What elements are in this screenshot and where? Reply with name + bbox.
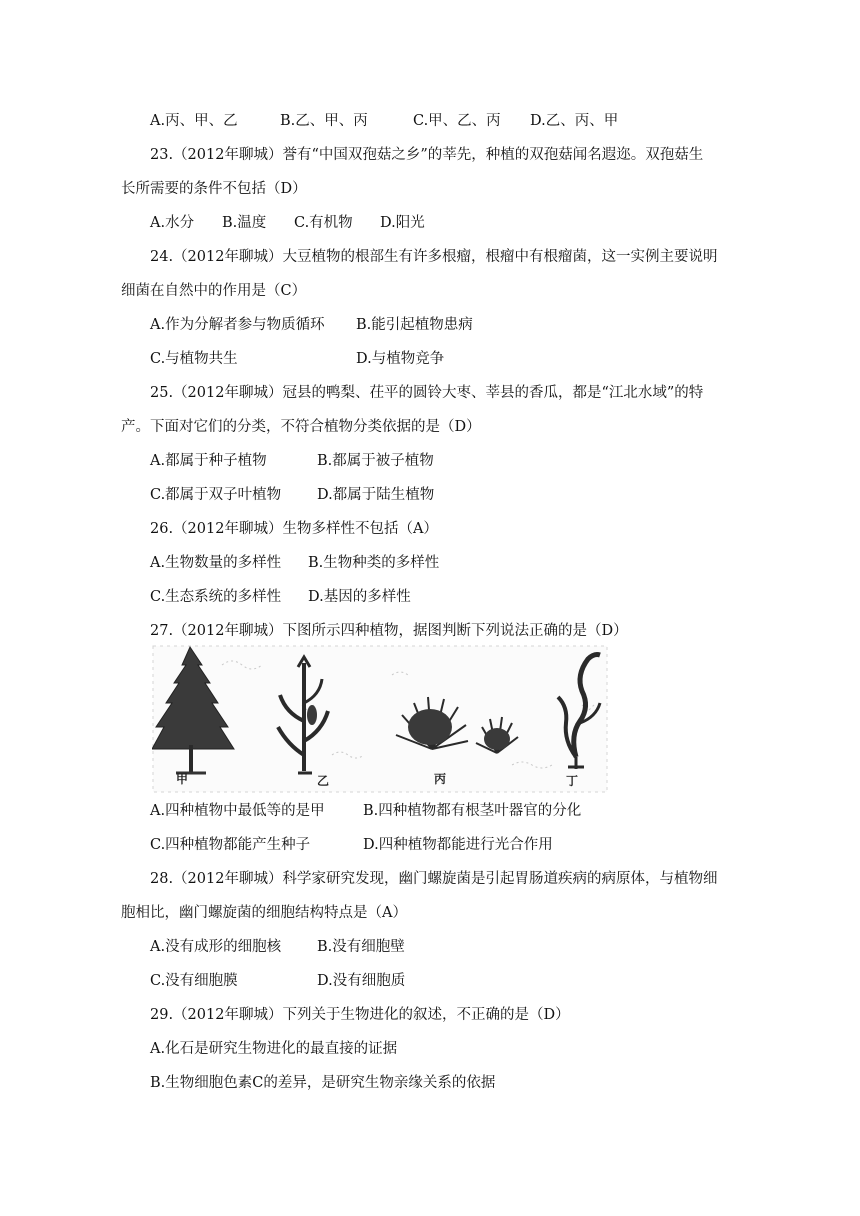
q26-option-d: D.基因的多样性: [308, 589, 411, 605]
q27-options-row-1: [150, 801, 581, 821]
q25-option-b: B.都属于被子植物: [317, 453, 434, 469]
q29-option-a: A.化石是研究生物进化的最直接的证据: [150, 1041, 398, 1057]
q27-stem-line1: 27.（2012年聊城）下图所示四种植物，据图判断下列说法正确的是（D）: [150, 623, 628, 639]
q27-option-b: B.四种植物都有根茎叶器官的分化: [363, 803, 582, 819]
four-plants-figure: [152, 645, 608, 793]
q25-options-row-2: [150, 485, 434, 505]
q23-option-a: A.水分: [150, 215, 195, 231]
q24-stem-line1: 24.（2012年聊城）大豆植物的根部生有许多根瘤，根瘤中有根瘤菌，这一实例主要说明: [150, 249, 718, 265]
q29-option-b: B.生物细胞色素C的差异，是研究生物亲缘关系的依据: [150, 1075, 496, 1091]
q24-option-a: A.作为分解者参与物质循环: [150, 317, 325, 333]
q23-options-row: [150, 213, 425, 233]
q28-option-b: B.没有细胞壁: [317, 939, 405, 955]
q22-option-c: C.甲、乙、丙: [413, 113, 501, 129]
q24-options-row-1: [150, 315, 473, 335]
q24-option-c: C.与植物共生: [150, 351, 238, 367]
figure-label-ding: 丁: [566, 774, 579, 788]
q24-option-d: D.与植物竞争: [356, 351, 445, 367]
q26-option-c: C.生态系统的多样性: [150, 589, 282, 605]
q26-option-a: A.生物数量的多样性: [150, 555, 282, 571]
q24-option-b: B.能引起植物患病: [356, 317, 473, 333]
q24-stem-line2: 细菌在自然中的作用是（C）: [121, 283, 307, 299]
q28-option-d: D.没有细胞质: [317, 973, 406, 989]
figure-label-bing: 丙: [434, 772, 447, 786]
q22-options-row: [150, 111, 618, 131]
q25-stem-line2: 产。下面对它们的分类，不符合植物分类依据的是（D）: [121, 419, 481, 435]
q25-options-row-1: [150, 451, 434, 471]
q26-options-row-2: [150, 587, 411, 607]
q23-option-d: D.阳光: [380, 215, 425, 231]
q28-stem-line1: 28.（2012年聊城）科学家研究发现，幽门螺旋菌是引起胃肠道疾病的病原体，与植物细: [150, 871, 718, 887]
q23-option-b: B.温度: [222, 215, 267, 231]
q26-stem-line1: 26.（2012年聊城）生物多样性不包括（A）: [150, 521, 438, 537]
q28-stem-line2: 胞相比，幽门螺旋菌的细胞结构特点是（A）: [121, 905, 407, 921]
q29-stem-line1: 29.（2012年聊城）下列关于生物进化的叙述，不正确的是（D）: [150, 1007, 570, 1023]
q28-option-a: A.没有成形的细胞核: [150, 939, 282, 955]
q22-option-a: A.丙、甲、乙: [150, 113, 238, 129]
q23-stem-line1: 23.（2012年聊城）誉有“中国双孢菇之乡”的莘先，种植的双孢菇闻名遐迩。双孢菇生: [150, 147, 704, 163]
q25-option-c: C.都属于双子叶植物: [150, 487, 282, 503]
q28-options-row-2: [150, 971, 405, 991]
q22-option-d: D.乙、丙、甲: [530, 113, 619, 129]
q25-option-a: A.都属于种子植物: [150, 453, 267, 469]
q27-option-a: A.四种植物中最低等的是甲: [150, 803, 325, 819]
q27-option-c: C.四种植物都能产生种子: [150, 837, 311, 853]
q27-option-d: D.四种植物都能进行光合作用: [363, 837, 553, 853]
figure-label-jia: 甲: [176, 772, 189, 786]
figure-label-yi: 乙: [317, 774, 330, 788]
q22-option-b: B.乙、甲、丙: [280, 113, 368, 129]
q23-stem-line2: 长所需要的条件不包括（D）: [121, 181, 307, 197]
plants-illustration: [152, 645, 608, 793]
q26-option-b: B.生物种类的多样性: [308, 555, 440, 571]
q25-stem-line1: 25.（2012年聊城）冠县的鸭梨、茌平的圆铃大枣、莘县的香瓜，都是“江北水域”的特: [150, 385, 704, 401]
q24-options-row-2: [150, 349, 444, 369]
q28-options-row-1: [150, 937, 405, 957]
q25-option-d: D.都属于陆生植物: [317, 487, 435, 503]
q28-option-c: C.没有细胞膜: [150, 973, 238, 989]
q23-option-c: C.有机物: [294, 215, 353, 231]
q26-options-row-1: [150, 553, 439, 573]
q27-options-row-2: [150, 835, 553, 855]
